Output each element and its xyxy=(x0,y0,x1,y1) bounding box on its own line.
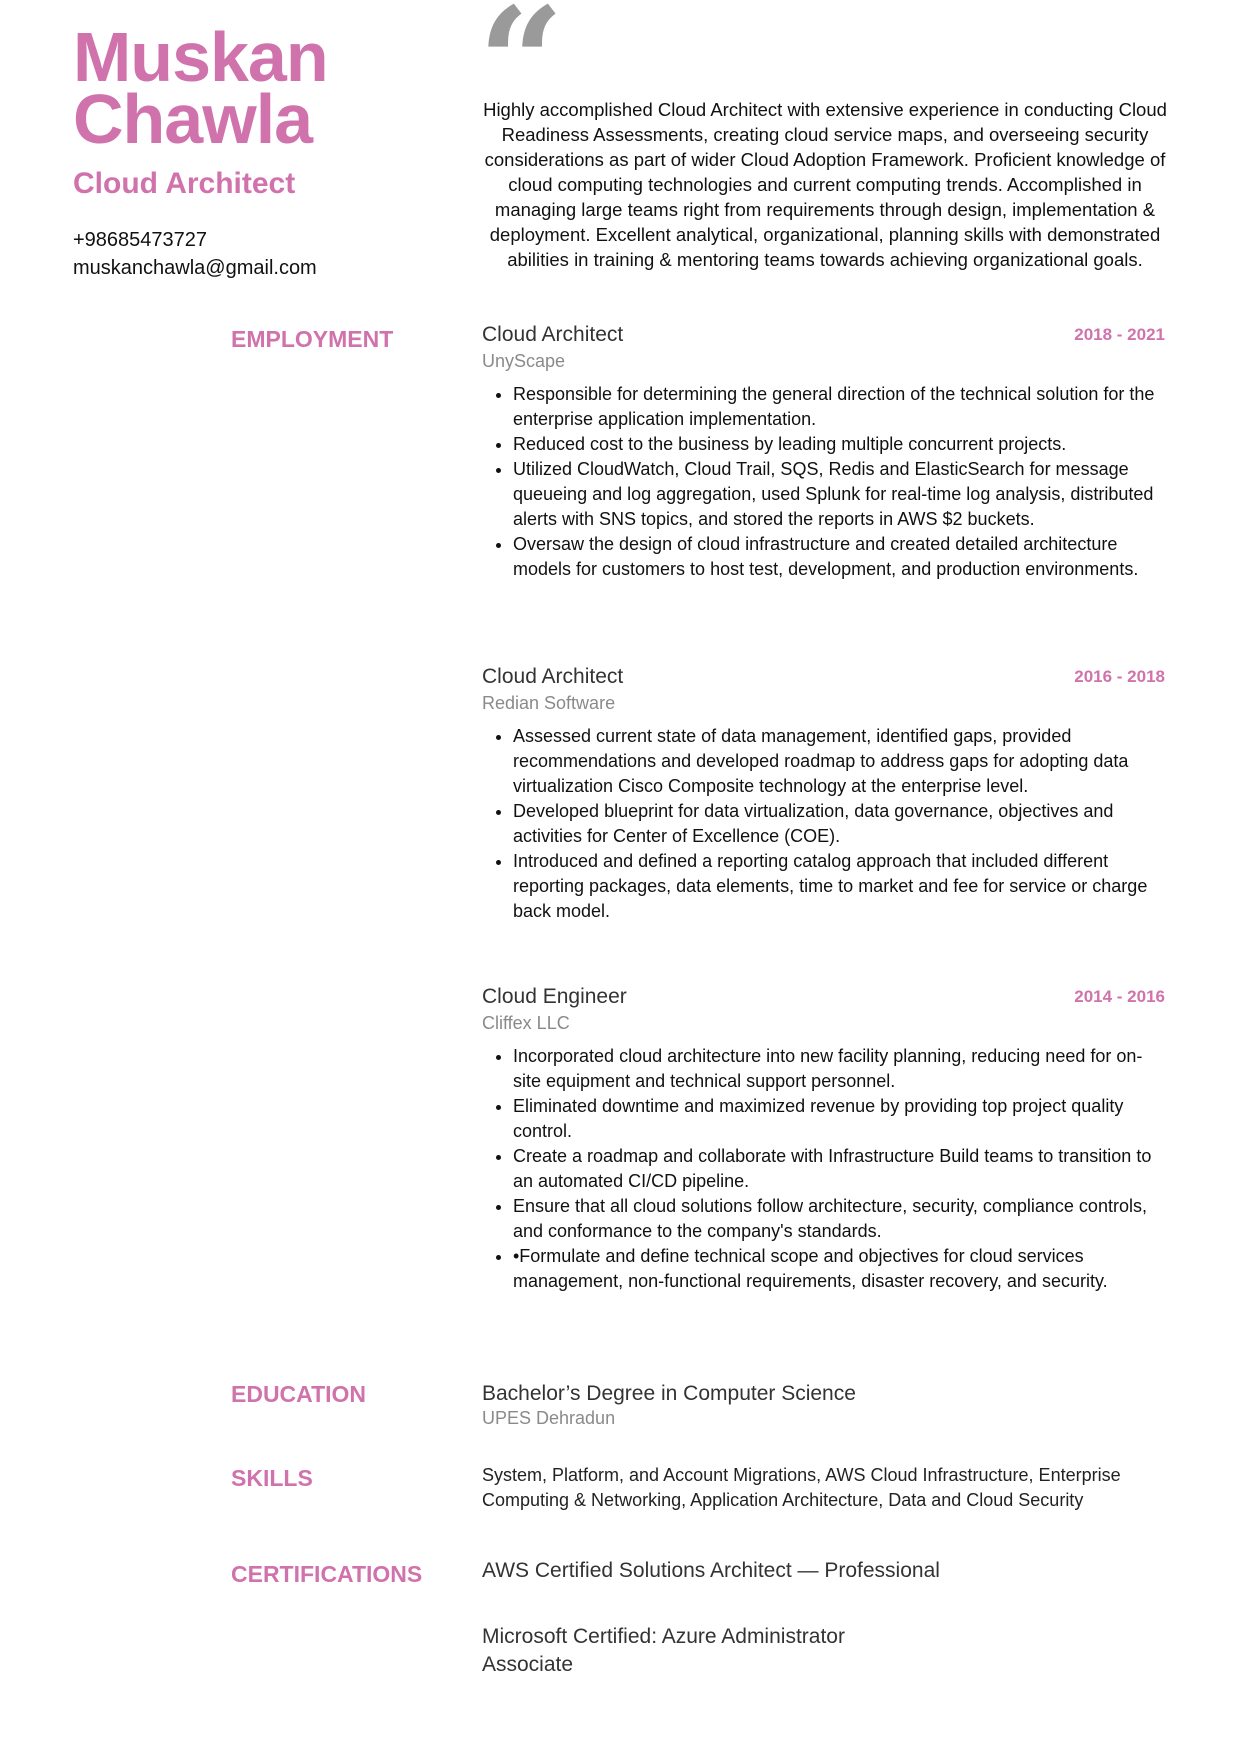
bullet: • Oversaw the design of cloud infrastructure and created detailed architecture models for customers to host test, development, and production environments. xyxy=(513,532,1165,582)
bullet: • Utilized CloudWatch, Cloud Trail, SQS, Redis and ElasticSearch for message queueing and log aggregation, used Splunk for real-time log analysis, distributed alerts with SNS topics, and stored the reports in AWS $2 buckets. xyxy=(513,457,1165,532)
job-bullets xyxy=(482,724,1165,924)
bullet: • Developed blueprint for data virtualization, data governance, objectives and activities for Center of Excellence (COE). xyxy=(513,799,1165,849)
job-entry xyxy=(482,665,1165,924)
job-title: Cloud Architect xyxy=(482,665,624,688)
skills-label: SKILLS xyxy=(231,1465,313,1491)
job-title: Cloud Architect xyxy=(482,323,624,346)
bullet: • Create a roadmap and collaborate with Infrastructure Build teams to transition to an automated CI/CD pipeline. xyxy=(513,1144,1165,1194)
bullet: • Introduced and defined a reporting catalog approach that included different reporting packages, data elements, time to market and fee for service or charge back model. xyxy=(513,849,1165,924)
company: UnyScape xyxy=(482,351,566,371)
education-entry xyxy=(482,1380,1165,1429)
job-dates: 2014 - 2016 xyxy=(1074,987,1165,1006)
last-name: Chawla xyxy=(73,80,313,158)
job-dates: 2016 - 2018 xyxy=(1074,667,1165,686)
job-role: Cloud Architect xyxy=(73,167,296,200)
school: UPES Dehradun xyxy=(482,1408,616,1428)
bullet: • Responsible for determining the general direction of the technical solution for the enterprise application implementation. xyxy=(513,382,1165,432)
degree: Bachelor’s Degree in Computer Science xyxy=(482,1382,856,1405)
job-entry xyxy=(482,323,1165,582)
job-bullets xyxy=(482,1044,1165,1294)
education-label: EDUCATION xyxy=(231,1381,367,1407)
email: muskanchawla@gmail.com xyxy=(73,257,317,279)
job-bullets xyxy=(482,382,1165,582)
bullet: • Incorporated cloud architecture into new facility planning, reducing need for on-site equipment and technical support personnel. xyxy=(513,1044,1165,1094)
bullet: • Reduced cost to the business by leading multiple concurrent projects. xyxy=(513,432,1165,457)
employment-label: EMPLOYMENT xyxy=(231,326,394,352)
company: Redian Software xyxy=(482,693,616,713)
quote-icon: “ xyxy=(478,0,565,151)
phone: +98685473727 xyxy=(73,229,208,251)
job-title: Cloud Engineer xyxy=(482,985,627,1008)
bullet: • •Formulate and define technical scope and objectives for cloud services management, non-functional requirements, disaster recovery, and security. xyxy=(513,1244,1165,1294)
certification-item: Microsoft Certified: Azure Administrator Associate xyxy=(482,1625,845,1676)
bullet: • Eliminated downtime and maximized revenue by providing top project quality control. xyxy=(513,1094,1165,1144)
certifications-label: CERTIFICATIONS xyxy=(231,1561,423,1587)
first-name: Muskan xyxy=(73,18,328,96)
job-entry xyxy=(482,985,1165,1294)
bullet: • Assessed current state of data management, identified gaps, provided recommendations and developed roadmap to address gaps for adopting data virtualization Cisco Composite technology at the enterprise level. xyxy=(513,724,1165,799)
job-dates: 2018 - 2021 xyxy=(1074,325,1165,344)
candidate-name xyxy=(73,18,328,158)
company: Cliffex LLC xyxy=(482,1013,570,1033)
summary: Highly accomplished Cloud Architect with extensive experience in conducting Cloud Readiness Assessments, creating cloud service maps, and overseeing security considerations as part of wider Cloud Adoption Framework. Proficient knowledge of cloud computing technologies and current computing trends. Accomplished in managing large teams right from requirements through design, implementation & deployment. Excellent analytical, organizational, planning skills with demonstrated abilities in training & mentoring teams towards achieving organizational goals. xyxy=(483,99,1167,270)
contact-info xyxy=(73,226,317,282)
bullet: • Ensure that all cloud solutions follow architecture, security, compliance controls, and conformance to the company's standards. xyxy=(513,1194,1165,1244)
certification-item: AWS Certified Solutions Architect — Professional xyxy=(482,1559,940,1582)
skills-text: System, Platform, and Account Migrations, AWS Cloud Infrastructure, Enterprise Computing & Networking, Application Architecture, Data and Cloud Security xyxy=(482,1465,1121,1510)
